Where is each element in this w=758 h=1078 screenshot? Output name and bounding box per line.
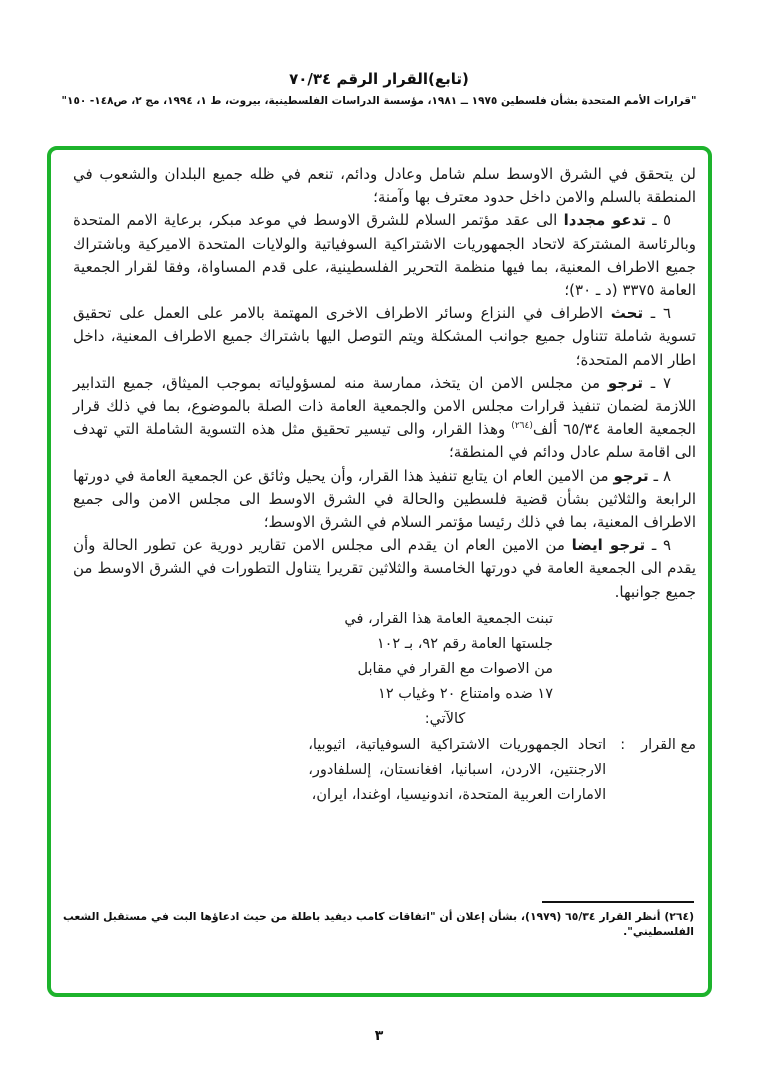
frame-content xyxy=(51,150,708,993)
adoption-line: تبنت الجمعية العامة هذا القرار، في xyxy=(344,610,553,627)
body-paragraphs xyxy=(73,163,696,604)
footnote-text: (٢٦٤) أنظر القرار ٦٥/٣٤ (١٩٧٩)، بشأن إعلان أن "اتفاقات كامب ديفيد باطلة من حيث ادعاؤها البت في مستقبل الشعب الفلسطيني". xyxy=(63,910,694,938)
vote-with-countries: اتحاد الجمهوريات الاشتراكية السوفياتية، اثيوبيا، الارجنتين، الاردن، اسبانيا، افغانستان، إلسلفادور، الامارات العربية المتحدة، اندونيسيا، اوغندا، ايران، xyxy=(308,736,607,803)
body-paragraph: ٦ ـ تحث الاطراف في النزاع وسائر الاطراف الاخرى المهتمة بالامر على العمل على تحقيق تسوية شاملة تتناول جميع جوانب المشكلة ويتم التوصل اليها باشتراك جميع الاطراف المعنية، داخل اطار الامم المتحدة؛ xyxy=(73,304,696,369)
adoption-line: جلستها العامة رقم ٩٢، بـ ١٠٢ xyxy=(376,635,553,652)
footnote-separator-rule xyxy=(542,901,694,903)
vote-colon: : xyxy=(620,736,626,753)
source-citation: "قرارات الأمم المتحدة بشأن فلسطين ١٩٧٥ ــ ١٩٨١، مؤسسة الدراسات الفلسطينية، بيروت، ط ١، ١٩٩٤، مج ٢، ص١٤٨- ١٥٠" xyxy=(61,95,697,107)
adoption-note xyxy=(301,607,553,732)
page-header xyxy=(0,70,758,107)
footnote-block xyxy=(63,901,694,939)
body-paragraph: ٨ ـ ترجو من الامين العام ان يتابع تنفيذ هذا القرار، وأن يحيل وثائق عن الجمعية العامة في دورتها الرابعة والثلاثين بشأن قضية فلسطين والحالة في الشرق الاوسط الى مجلس الامن والى جميع الاطراف المعنية، بما في ذلك رئيسا مؤتمر السلام في الشرق الاوسط؛ xyxy=(73,466,696,532)
body-paragraph: ٩ ـ ترجو ايضا من الامين العام ان يقدم الى مجلس الامن تقارير دورية عن تطور الحالة وأن يقدم الى الجمعية العامة في دورتها الخامسة والثلاثين تقريرا يتناول التطورات في الشرق الاوسط من جميع جوانبها. xyxy=(73,536,696,601)
body-paragraph: ٥ ـ تدعو مجددا الى عقد مؤتمر السلام للشرق الاوسط في موعد مبكر، برعاية الامم المتحدة وبالرئاسة المشتركة لاتحاد الجمهوريات الاشتراكية السوفياتية والولايات المتحدة الاميركية وباشتراك جميع الاطراف المعنية، بما فيها منظمة التحرير الفلسطينية، على قدم المساواة، وفقا لقرار الجمعية العامة ٣٣٧٥ (د ـ ٣٠)؛ xyxy=(73,211,696,300)
green-highlight-frame xyxy=(47,146,712,997)
vote-with-row xyxy=(73,733,696,808)
vote-with-label: مع القرار xyxy=(641,736,696,753)
adoption-line: من الاصوات مع القرار في مقابل xyxy=(357,660,553,677)
resolution-title: (تابع)القرار الرقم ٧٠/٣٤ xyxy=(289,70,469,88)
adoption-line: ١٧ ضده وامتناع ٢٠ وغياب ١٢ xyxy=(378,685,553,702)
body-paragraph: لن يتحقق في الشرق الاوسط سلم شامل وعادل ودائم، تنعم في ظله جميع البلدان والشعوب في المنطقة بالسلم والامن داخل حدود معترف بها وآمنة؛ xyxy=(73,165,696,207)
page-number: ٣ xyxy=(374,1028,384,1044)
body-paragraph: ٧ ـ ترجو من مجلس الامن ان يتخذ، ممارسة منه لمسؤولياته بموجب الميثاق، جميع التدابير اللازمة لضمان تنفيذ قرارات مجلس الامن والجمعية العامة ذات الصلة بالموضوع، بما في ذلك قرار الجمعية العامة ٦٥/٣٤ ألف$^{(٢٦٤)}$ وهذا القرار، والى تيسير تحقيق مثل هذه التسوية الشاملة التي تهدف الى اقامة سلم عادل ودائم في المنطقة؛ xyxy=(73,373,696,462)
adoption-line: كالآتي: xyxy=(424,710,466,727)
